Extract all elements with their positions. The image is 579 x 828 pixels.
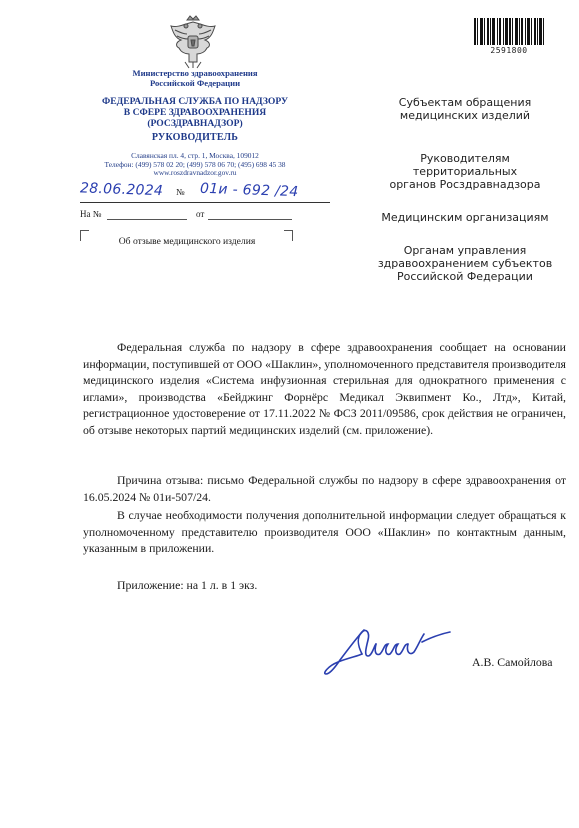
service-line: В СФЕРЕ ЗДРАВООХРАНЕНИЯ xyxy=(123,107,267,118)
registration-number: 01и - 692 /24 xyxy=(199,180,299,201)
signature-icon xyxy=(318,616,458,680)
addressee-line: медицинских изделий xyxy=(399,109,531,122)
phone-line: Телефон: (499) 578 02 20; (499) 578 06 70; (495) 698 45 38 xyxy=(104,159,286,169)
registration-number-sign: № xyxy=(176,187,185,197)
reference-date-blank xyxy=(208,219,292,220)
addressee-line: Органам управления xyxy=(403,244,527,257)
body-paragraph-3: В случае необходимости получения дополнительной информации следует обращаться к уполномоченному представителю производителя ООО «Шаклин» по контактным данным, указанным в приложении. xyxy=(83,508,566,555)
head-title: РУКОВОДИТЕЛЬ xyxy=(151,132,239,143)
registration-date: 28.06.2024 xyxy=(79,180,164,200)
letter-subject: Об отзыве медицинского изделия xyxy=(118,236,256,247)
addressee-4 xyxy=(350,244,579,283)
addressee-line: органов Росздравнадзора xyxy=(389,178,541,191)
addressee-line: Медицинским организациям xyxy=(381,211,549,224)
ministry-line: Министерство здравоохранения xyxy=(132,68,258,78)
service-name xyxy=(70,96,320,129)
signer-name: А.В. Самойлова xyxy=(472,655,553,669)
barcode-icon xyxy=(474,18,544,45)
addressee-line: Российской Федерации xyxy=(397,270,533,283)
addressee-line: Субъектам обращения xyxy=(398,96,532,109)
appendix-note: Приложение: на 1 л. в 1 экз. xyxy=(117,578,258,592)
reference-number-blank xyxy=(107,219,187,220)
contact-address xyxy=(70,152,320,178)
ministry-line: Российской Федерации xyxy=(149,78,241,88)
addressee-3 xyxy=(350,211,579,224)
website-line: www.roszdravnadzor.gov.ru xyxy=(153,168,237,178)
addressee-2 xyxy=(350,152,579,191)
body-paragraph-2: Причина отзыва: письмо Федеральной службы по надзору в сфере здравоохранения от 16.05.2024 № 01и-507/24. xyxy=(83,473,566,504)
coat-of-arms-icon xyxy=(167,14,219,70)
addressee-line: территориальных xyxy=(412,165,518,178)
service-line: (РОСЗДРАВНАДЗОР) xyxy=(147,118,243,129)
reference-date-label: от xyxy=(196,209,205,219)
ministry-name xyxy=(70,68,320,88)
service-line: ФЕДЕРАЛЬНАЯ СЛУЖБА ПО НАДЗОРУ xyxy=(101,96,289,107)
barcode-number: 2591800 xyxy=(490,46,528,55)
address-line: Славянская пл. 4, стр. 1, Москва, 109012 xyxy=(131,151,259,160)
body-paragraph-1: Федеральная служба по надзору в сфере здравоохранения сообщает на основании информации, поступившей от ООО «Шаклин», уполномоченного представителя производителя медицинского изделия «Система инфузионная стерильная для однократного применения с иглами», производства «Бейджинг Форнёрс Медикал Эквипмент Ко., Лтд», Китай, регистрационное удостоверение от 17.11.2022 № ФСЗ 2011/09586, срок действия не ограничен, об отзыве некоторых партий медицинских изделий (см. приложение). xyxy=(83,340,566,437)
registration-underline xyxy=(80,202,330,203)
addressee-line: здравоохранением субъектов xyxy=(377,257,553,270)
addressee-1 xyxy=(350,96,579,122)
addressee-line: Руководителям xyxy=(420,152,510,165)
reference-number-label: На № xyxy=(80,209,102,219)
